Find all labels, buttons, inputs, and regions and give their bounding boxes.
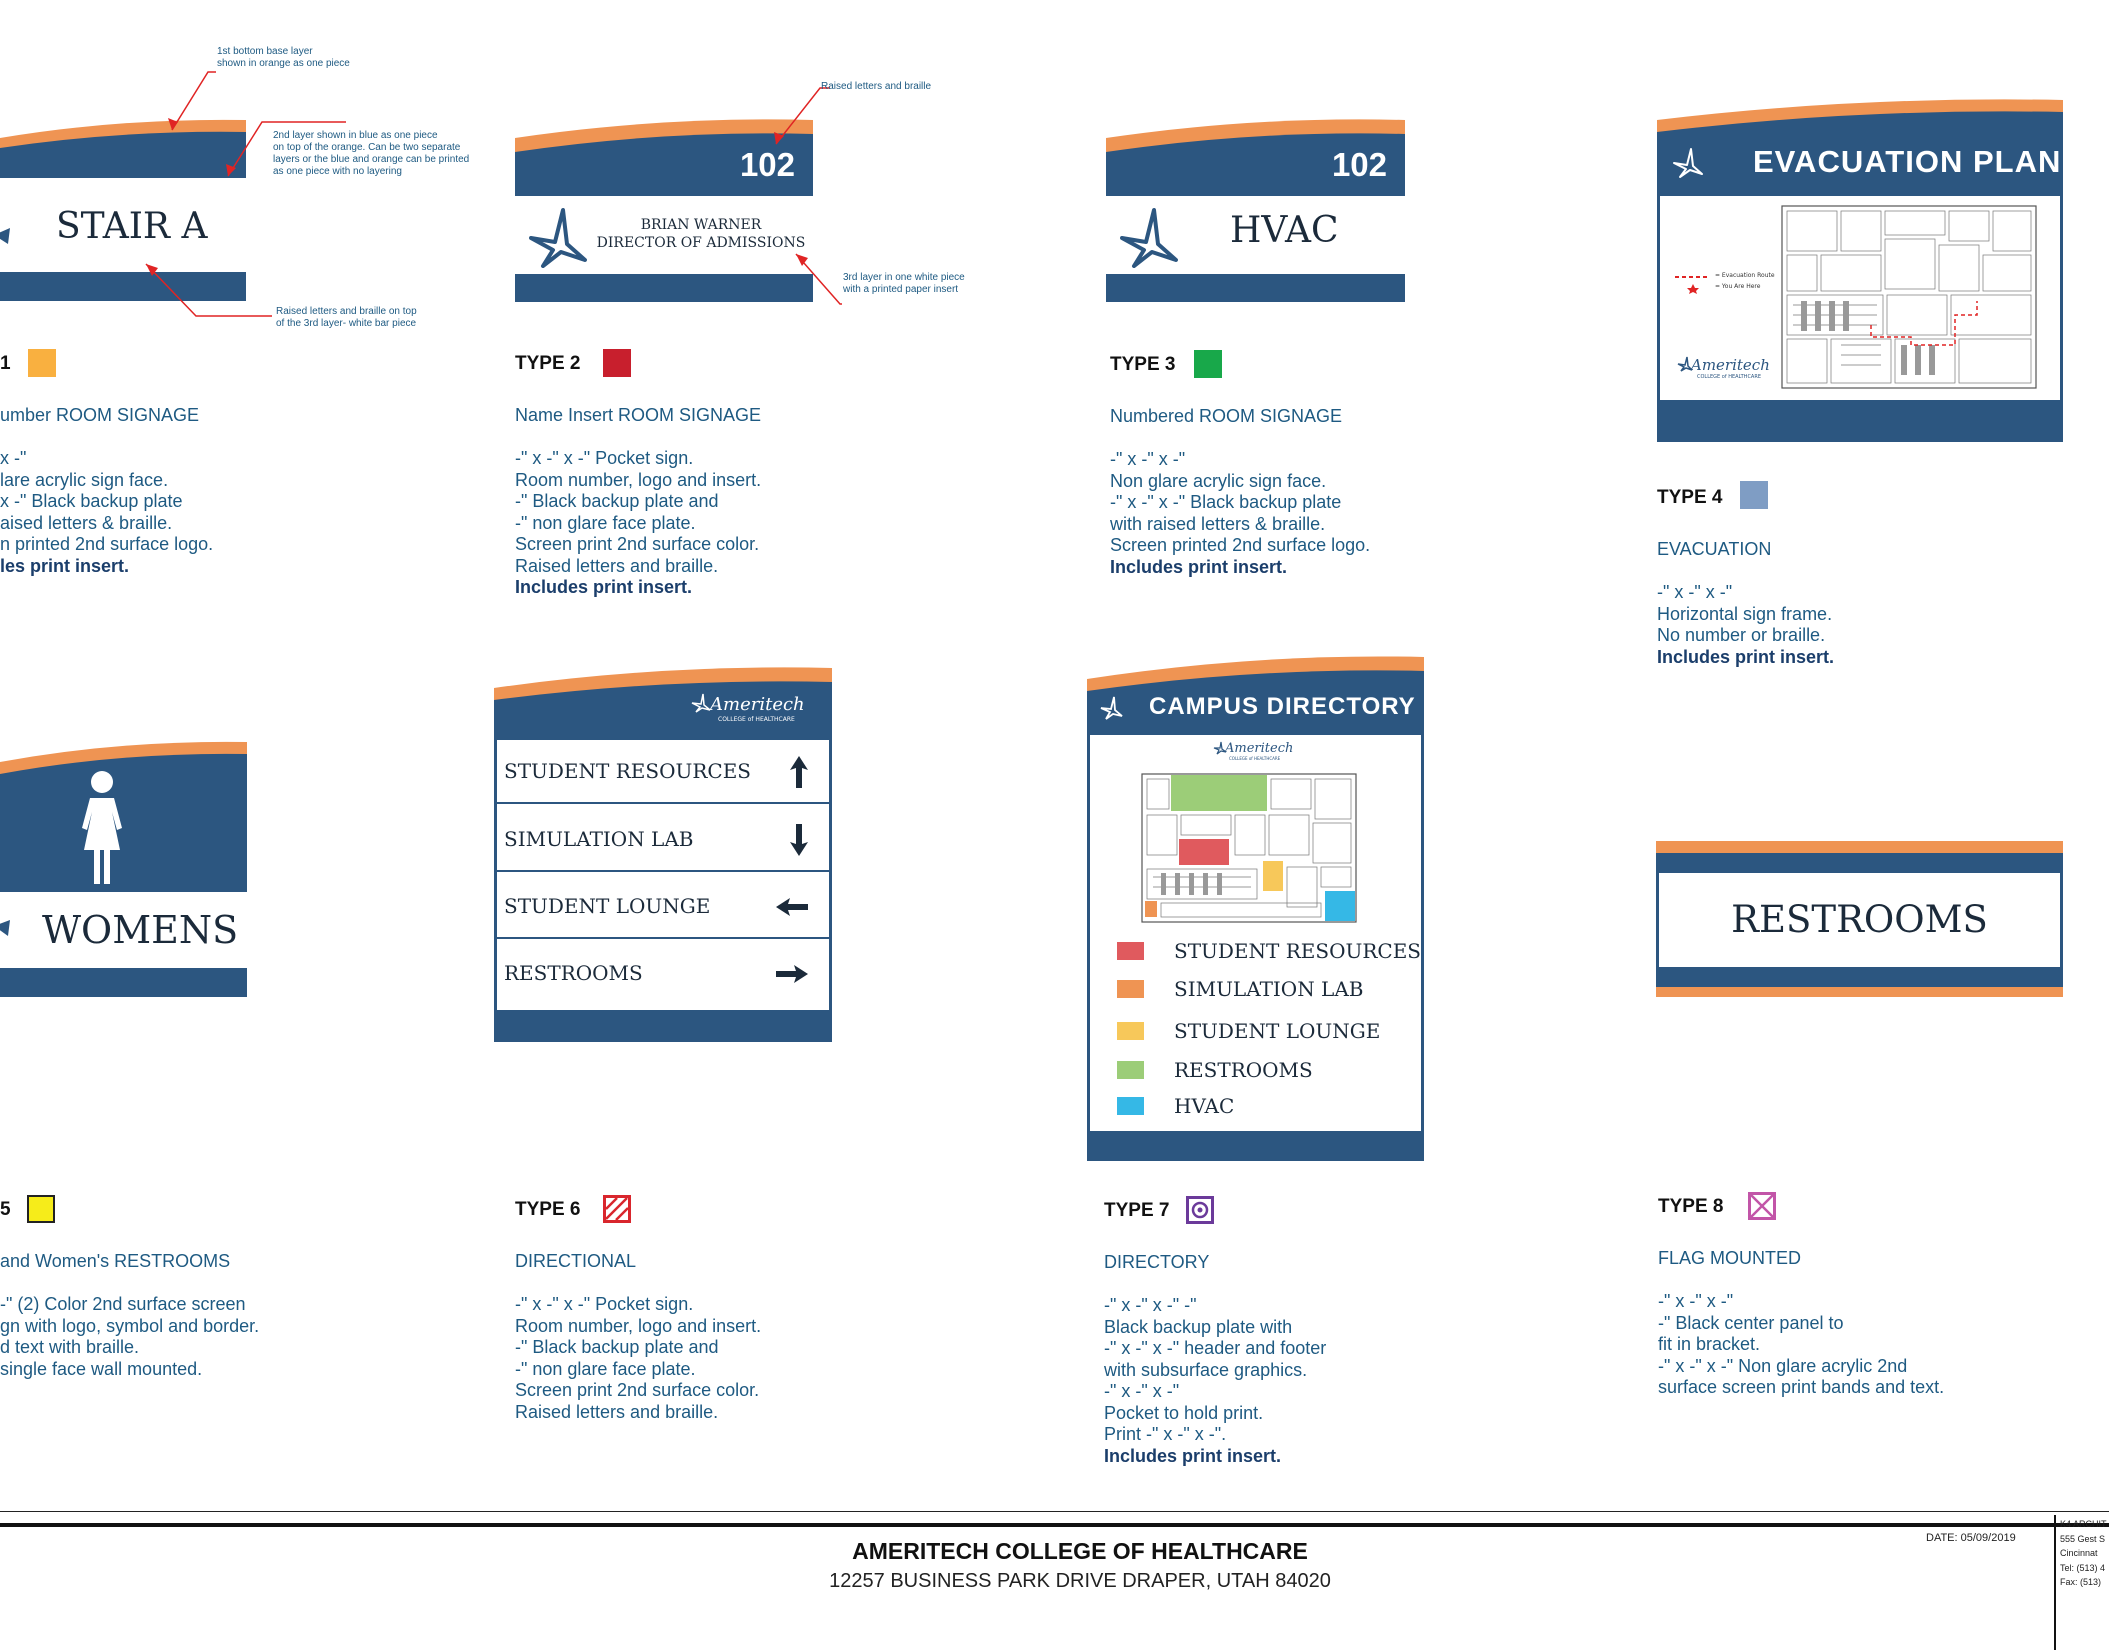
type7-subtitle: DIRECTORY (1104, 1252, 1210, 1272)
type1-note-third: Raised letters and braille on top of the 3rd layer- white bar piece (276, 306, 417, 329)
type8-label: TYPE 8 (1658, 1196, 1724, 1217)
type8-bottom-band-navy (1656, 967, 2063, 987)
footer-title: AMERITECH COLLEGE OF HEALTHCARE (852, 1538, 1308, 1564)
type2-label: TYPE 2 (515, 353, 581, 374)
legend-label: SIMULATION LAB (1174, 977, 1364, 1001)
title-block-rule-thick (0, 1523, 2109, 1527)
arrow-down-icon (788, 822, 810, 858)
type6-logo: Ameritech (710, 694, 805, 715)
legend-color-chip (1117, 980, 1144, 998)
type2-name: BRIAN WARNER DIRECTOR OF ADMISSIONS (596, 217, 806, 251)
type6-label: TYPE 6 (515, 1199, 581, 1220)
directional-row-label: STUDENT RESOURCES (504, 759, 752, 783)
type6-subtitle: DIRECTIONAL (515, 1251, 637, 1271)
legend-color-chip (1117, 1097, 1144, 1115)
footer-divider (2054, 1515, 2056, 1650)
star-logo-icon (690, 692, 712, 714)
star-logo-icon (1116, 204, 1182, 270)
women-restroom-icon (74, 770, 130, 886)
type7-logo: Ameritech (1225, 741, 1294, 756)
type8-top-band-navy (1656, 853, 2063, 873)
campus-floor-plan (1141, 773, 1357, 923)
type1-label: 1 (0, 353, 11, 374)
architect-info: K4 ARCHIT 555 Gest S Cincinnat Tel: (513) 4 Fax: (513) (2060, 1519, 2107, 1587)
legend-label: RESTROOMS (1174, 1058, 1313, 1082)
title-block-rule-thin (0, 1511, 2109, 1512)
directional-row (494, 875, 832, 939)
type2-room-number: 102 (739, 146, 795, 183)
legend-color-chip (1117, 942, 1144, 960)
type4-label: TYPE 4 (1657, 487, 1723, 508)
type7-description: -" x -" x -" -" Black backup plate with -" x -" x -" header and footer with subsurface graphics. -" x -" x -" Pocket to hold print. Print -" x -" x -". Includes print insert. (1104, 1295, 1327, 1466)
type1-subtitle: umber ROOM SIGNAGE (0, 405, 200, 425)
type2-note-raised: Raised letters and braille (821, 81, 932, 92)
type1-sign-text: STAIR A (56, 206, 208, 247)
evacuation-floor-plan (1781, 205, 2037, 389)
directional-row (494, 808, 832, 872)
type1-note-second: 2nd layer shown in blue as one piece on top of the orange. Can be two separate layers or the blue and orange can be printed as one piece with no layering (273, 130, 470, 177)
type5-sign-text: WOMENS (42, 908, 239, 952)
type4-header: EVACUATION PLAN (1753, 144, 2062, 179)
star-logo-icon (1099, 695, 1125, 721)
type7-header: CAMPUS DIRECTORY (1149, 693, 1416, 720)
type4-legend-here: = You Are Here (1715, 283, 1761, 290)
type5-label: 5 (0, 1199, 11, 1220)
arrow-left-icon (774, 889, 810, 925)
type2-swatch (603, 349, 631, 377)
type6-sign (494, 666, 832, 1042)
type2-note-third: 3rd layer in one white piece with a printed paper insert (843, 272, 965, 295)
type3-label: TYPE 3 (1110, 354, 1176, 375)
type4-legend-route: = Evacuation Route (1715, 272, 1775, 279)
type7-logo-sub: COLLEGE of HEALTHCARE (1229, 756, 1281, 761)
directional-row-label: RESTROOMS (504, 961, 643, 985)
type7-label: TYPE 7 (1104, 1200, 1170, 1221)
type1-description: x -" lare acrylic sign face. x -" Black backup plate aised letters & braille. n printed 2nd surface logo. les print insert. (0, 448, 214, 576)
type7-swatch (1186, 1196, 1214, 1224)
directional-row (494, 740, 832, 804)
type4-logo-sub: COLLEGE of HEALTHCARE (1697, 374, 1761, 380)
type8-sign (1656, 841, 2063, 997)
legend-label: STUDENT LOUNGE (1174, 1019, 1381, 1043)
type3-sign (1106, 118, 1405, 302)
type5-swatch (27, 1195, 55, 1223)
type1-swatch (28, 349, 56, 377)
type3-swatch (1194, 350, 1222, 378)
type6-swatch (603, 1195, 631, 1223)
type8-subtitle: FLAG MOUNTED (1658, 1248, 1802, 1268)
type4-logo: Ameritech (1691, 356, 1770, 374)
legend-label: HVAC (1174, 1094, 1235, 1118)
type2-description: -" x -" x -" Pocket sign. Room number, logo and insert. -" Black backup plate and -" non glare face plate. Screen print 2nd surface color. Raised letters and braille. Includes print insert. (515, 448, 762, 597)
arrow-up-icon (788, 754, 810, 790)
directional-row (494, 942, 832, 1006)
evacuation-route-legend-icon (1673, 272, 1713, 294)
type3-room-number: 102 (1331, 146, 1387, 183)
type3-sign-text: HVAC (1230, 210, 1339, 251)
type8-top-band-orange (1656, 841, 2063, 853)
type4-description: -" x -" x -" Horizontal sign frame. No number or braille. Includes print insert. (1657, 582, 1835, 667)
footer-date: DATE: 05/09/2019 (1926, 1532, 2016, 1544)
type2-subtitle: Name Insert ROOM SIGNAGE (515, 405, 762, 425)
type3-description: -" x -" x -" Non glare acrylic sign face. -" x -" x -" Black backup plate with raised letters & braille. Screen printed 2nd surface logo. Includes print insert. (1110, 449, 1371, 577)
star-logo-icon (525, 204, 591, 270)
type8-bottom-band-orange (1656, 987, 2063, 997)
type5-sign (0, 740, 247, 997)
type5-description: -" (2) Color 2nd surface screen gn with logo, symbol and border. d text with braille. single face wall mounted. (0, 1294, 260, 1379)
legend-color-chip (1117, 1061, 1144, 1079)
type6-description: -" x -" x -" Pocket sign. Room number, logo and insert. -" Black backup plate and -" non glare face plate. Screen print 2nd surface color. Raised letters and braille. (515, 1294, 762, 1422)
directional-row-label: STUDENT LOUNGE (504, 894, 711, 918)
legend-label: STUDENT RESOURCES (1174, 939, 1422, 963)
directional-row-label: SIMULATION LAB (504, 827, 694, 851)
legend-color-chip (1117, 1022, 1144, 1040)
type8-swatch (1748, 1192, 1776, 1220)
star-logo-icon (1671, 146, 1705, 180)
type1-note-base: 1st bottom base layer shown in orange as one piece (217, 46, 350, 69)
type6-logo-sub: COLLEGE of HEALTHCARE (718, 716, 795, 723)
type8-description: -" x -" x -" -" Black center panel to fit in bracket. -" x -" x -" Non glare acrylic 2nd surface screen print bands and text. (1658, 1291, 1945, 1397)
footer-address: 12257 BUSINESS PARK DRIVE DRAPER, UTAH 84020 (829, 1570, 1331, 1592)
type4-subtitle: EVACUATION (1657, 539, 1772, 559)
type8-sign-text: RESTROOMS (1731, 898, 1988, 941)
type7-sign (1087, 655, 1424, 1161)
type4-swatch (1740, 481, 1768, 509)
type3-subtitle: Numbered ROOM SIGNAGE (1110, 406, 1343, 426)
type5-subtitle: and Women's RESTROOMS (0, 1251, 231, 1271)
type4-sign (1657, 98, 2063, 442)
arrow-right-icon (774, 956, 810, 992)
